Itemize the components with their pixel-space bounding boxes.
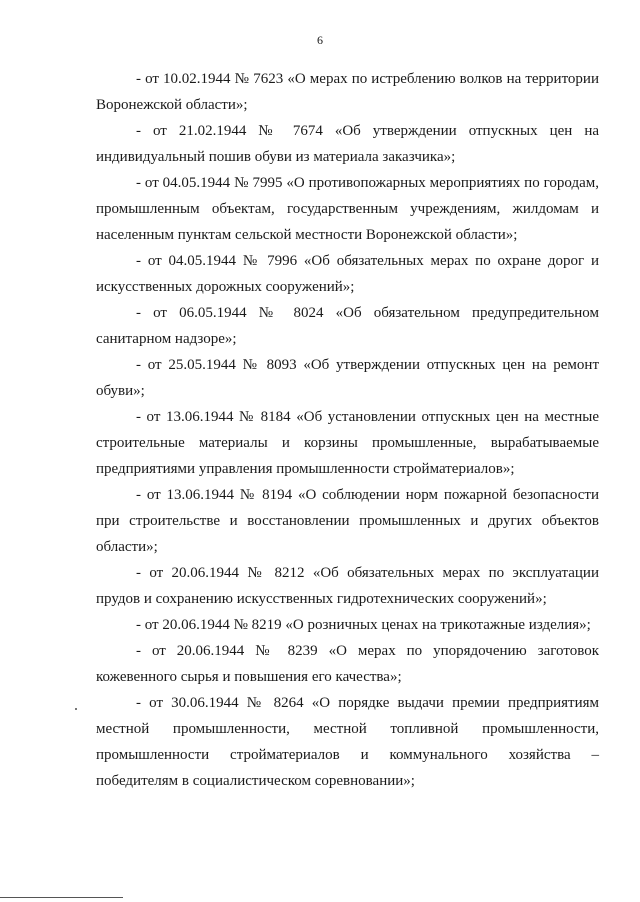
list-item: - от 21.02.1944 № 7674 «Об утверждении отпускных цен на индивидуальный пошив обуви из материала заказчика»; [96,123,599,165]
resolution-list [96,66,599,794]
list-item: - от 06.05.1944 № 8024 «Об обязательном предупредительном санитарном надзоре»; [96,305,599,347]
list-item: - от 13.06.1944 № 8184 «Об установлении отпускных цен на местные строительные материалы и корзины промышленные, вырабатываемые предприятиями управления промышленности стройматериалов»; [96,409,599,477]
scan-speck [75,708,77,710]
list-item: - от 25.05.1944 № 8093 «Об утверждении отпускных цен на ремонт обуви»; [96,357,599,399]
list-item: - от 04.05.1944 № 7995 «О противопожарных мероприятиях по городам, промышленным объектам, государственным учреждениям, жилдомам и населенным пунктам сельской местности Воронежской области»; [96,175,599,243]
list-item: - от 30.06.1944 № 8264 «О порядке выдачи премии предприятиям местной промышленности, местной топливной промышленности, промышленности стройматериалов и коммунального хозяйства – победителям в социалистическом соревновании»; [96,695,599,789]
list-item: - от 20.06.1944 № 8212 «Об обязательных мерах по эксплуатации прудов и сохранению искусственных гидротехнических сооружений»; [96,565,599,607]
list-item: - от 20.06.1944 № 8239 «О мерах по упорядочению заготовок кожевенного сырья и повышения его качества»; [96,643,599,685]
list-item: - от 10.02.1944 № 7623 «О мерах по истреблению волков на территории Воронежской области»; [96,71,599,113]
list-item: - от 04.05.1944 № 7996 «Об обязательных мерах по охране дорог и искусственных дорожных сооружений»; [96,253,599,295]
list-item: - от 13.06.1944 № 8194 «О соблюдении норм пожарной безопасности при строительстве и восстановлении промышленных и других объектов области»; [96,487,599,555]
list-item: - от 20.06.1944 № 8219 «О розничных ценах на трикотажные изделия»; [136,617,591,633]
page-number: 6 [317,33,323,47]
footnote-divider [0,897,123,898]
